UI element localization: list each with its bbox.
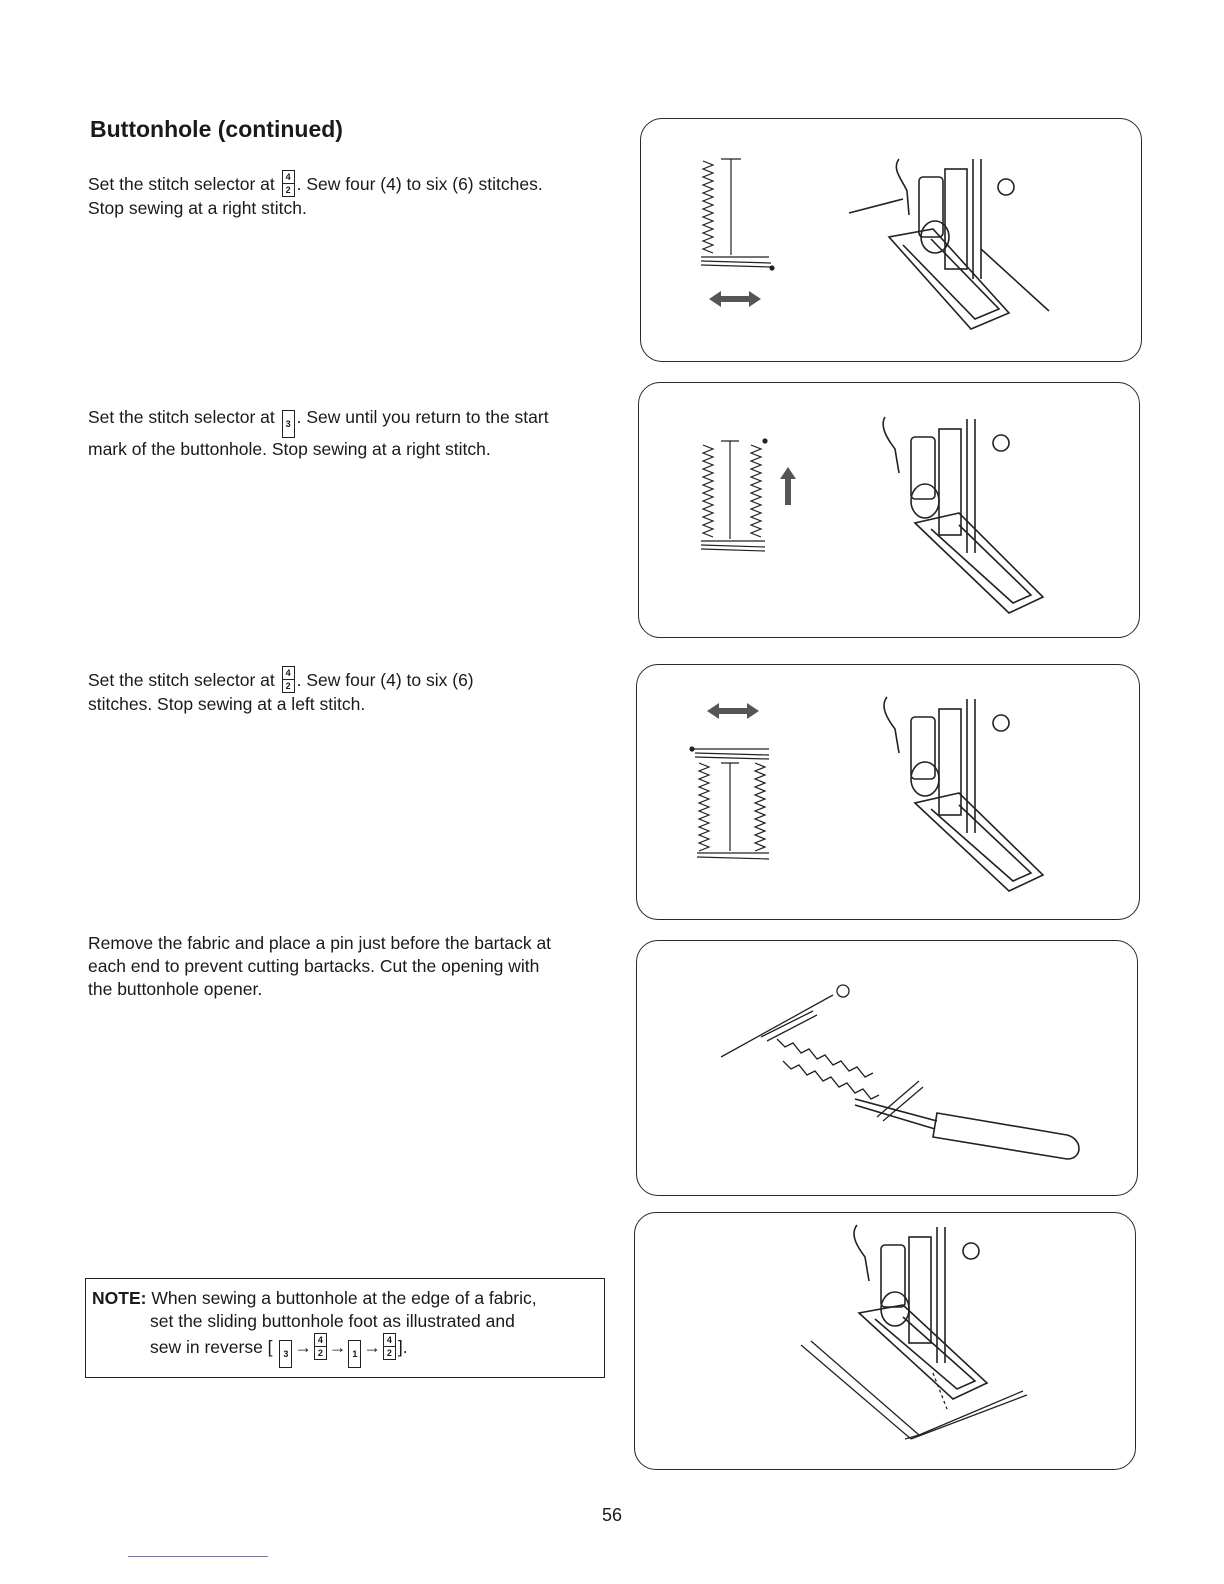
illustration-panel-2: [638, 382, 1140, 638]
step-4-line3: the buttonhole opener.: [88, 979, 263, 999]
step-4-text: [88, 932, 618, 1001]
illustration-panel-5: [634, 1212, 1136, 1470]
page-title: Buttonhole (continued): [90, 116, 343, 142]
up-arrow-icon: [780, 467, 796, 505]
step-2-text: [88, 406, 618, 461]
arrow-icon: →: [363, 1337, 381, 1357]
buttonhole-opener-illustration: [855, 1099, 1079, 1159]
selector-4-2-icon: $\frac{4}{2}$: [383, 1333, 396, 1360]
step-1-illustration: [641, 119, 1141, 361]
zigzag-stitch-diagram: [690, 747, 769, 859]
buttonhole-diagram: [721, 985, 923, 1121]
presser-foot-illustration: [884, 697, 1043, 891]
note-line3-before: sew in reverse [: [150, 1337, 273, 1357]
step-1-after: . Sew four (4) to six (6) stitches.: [296, 174, 543, 194]
presser-foot-illustration: [883, 417, 1043, 613]
note-illustration: [635, 1213, 1135, 1469]
fabric-edge-illustration: [801, 1341, 1027, 1439]
zigzag-stitch-diagram: [701, 159, 774, 270]
presser-foot-illustration: [854, 1225, 987, 1399]
illustration-panel-3: [636, 664, 1140, 920]
note-line3: [92, 1333, 598, 1368]
arrow-icon: →: [294, 1337, 312, 1357]
selector-4-2-icon: $\frac{4}{2}$: [314, 1333, 327, 1360]
step-1-line2: Stop sewing at a right stitch.: [88, 198, 307, 218]
horizontal-double-arrow-icon: [707, 703, 759, 719]
selector-4-2-icon: $\frac{4}{2}$: [282, 170, 295, 197]
step-3-illustration: [637, 665, 1139, 919]
page-number: 56: [601, 1505, 623, 1525]
presser-foot-illustration: [849, 159, 1049, 329]
step-4-illustration: [637, 941, 1137, 1195]
note-line2: set the sliding buttonhole foot as illustrated and: [150, 1311, 515, 1331]
step-2-after: . Sew until you return to the start: [296, 407, 549, 427]
step-3-text: [88, 666, 618, 716]
illustration-panel-4: [636, 940, 1138, 1196]
selector-4-2-icon: $\frac{4}{2}$: [282, 666, 295, 693]
zigzag-stitch-diagram: [701, 439, 767, 551]
note-line1: When sewing a buttonhole at the edge of a fabric,: [151, 1288, 537, 1308]
step-3-line2: stitches. Stop sewing at a left stitch.: [88, 694, 366, 714]
illustration-panel-1: [640, 118, 1142, 362]
horizontal-double-arrow-icon: [709, 291, 761, 307]
step-3-before: Set the stitch selector at: [88, 670, 275, 690]
selector-3-icon: 3: [282, 410, 295, 438]
note-label: NOTE:: [92, 1288, 147, 1308]
selector-3-icon: 3: [279, 1340, 292, 1368]
step-1-text: [88, 170, 618, 220]
step-2-before: Set the stitch selector at: [88, 407, 275, 427]
step-2-illustration: [639, 383, 1139, 637]
step-3-after: . Sew four (4) to six (6): [296, 670, 474, 690]
step-1-before: Set the stitch selector at: [88, 174, 275, 194]
step-2-line2: mark of the buttonhole. Stop sewing at a right stitch.: [88, 439, 491, 459]
note-line3-after: ].: [397, 1337, 408, 1357]
step-4-line2: each end to prevent cutting bartacks. Cut the opening with: [88, 956, 540, 976]
step-4-line1: Remove the fabric and place a pin just before the bartack at: [88, 933, 552, 953]
arrow-icon: →: [328, 1337, 347, 1357]
footer-link-underline: [128, 1556, 268, 1557]
note-box: [85, 1278, 605, 1378]
selector-1-icon: 1: [348, 1340, 361, 1368]
